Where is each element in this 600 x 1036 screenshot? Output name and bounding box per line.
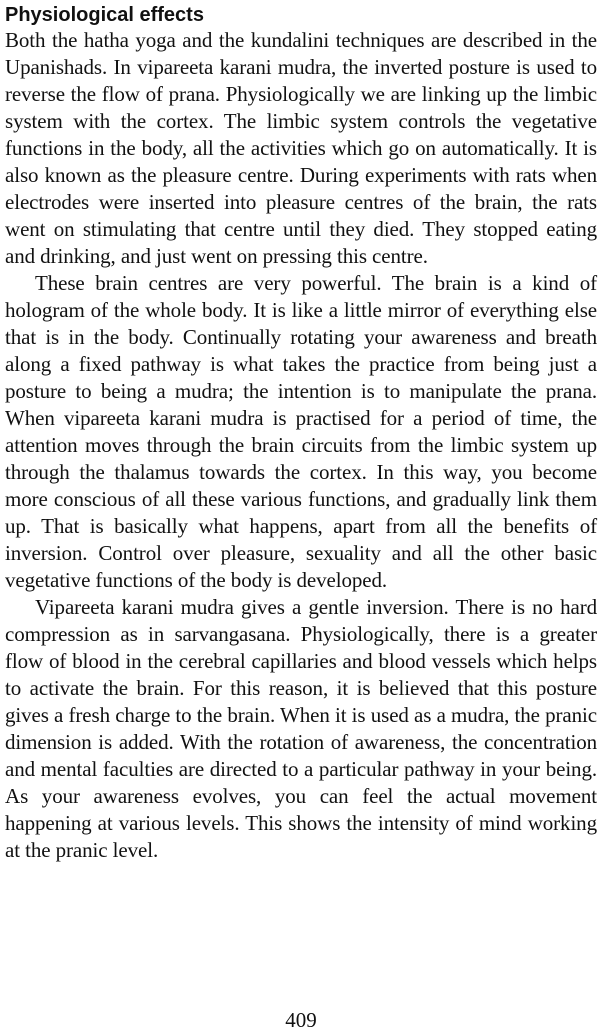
- section-heading: Physiological effects: [5, 4, 204, 26]
- page-number: 409: [285, 1008, 317, 1032]
- book-page: [5, 0, 597, 1036]
- paragraph-1: Both the hatha yoga and the kundalini techniques are described in the Upanishads. In vipareeta karani mudra, the inverted posture is used to reverse the flow of prana. Physiologically we are linking up the limbic system with the cortex. The limbic system controls the vegetative functions in the body, all the activities which go on automatically. It is also known as the pleasure centre. During experiments with rats when electrodes were inserted into pleasure centres of the brain, the rats went on stimulating that centre until they died. They stopped eating and drinking, and just went on pressing this centre.: [5, 28, 597, 268]
- body-text: [5, 27, 597, 864]
- paragraph-3: Vipareeta karani mudra gives a gentle inversion. There is no hard compression as in sarvangasana. Physiologically, there is a greater flow of blood in the cerebral capillaries and blood vessels which helps to activate the brain. For this reason, it is believed that this posture gives a fresh charge to the brain. When it is used as a mudra, the pranic dimension is added. With the rotation of awareness, the concentration and mental faculties are directed to a particular pathway in your being. As your awareness evolves, you can feel the actual movement happening at various levels. This shows the intensity of mind working at the pranic level.: [5, 595, 597, 862]
- paragraph-2: These brain centres are very powerful. The brain is a kind of hologram of the whole body. It is like a little mirror of everything else that is in the body. Continually rotating your awareness and breath along a fixed pathway is what takes the practice from being just a posture to being a mudra; the intention is to manipulate the prana. When vipareeta karani mudra is practised for a period of time, the attention moves through the brain circuits from the limbic system up through the thalamus towards the cortex. In this way, you become more conscious of all these various functions, and gradually link them up. That is basically what happens, apart from all the benefits of inversion. Control over pleasure, sexuality and all the other basic vegetative functions of the body is developed.: [5, 271, 597, 592]
